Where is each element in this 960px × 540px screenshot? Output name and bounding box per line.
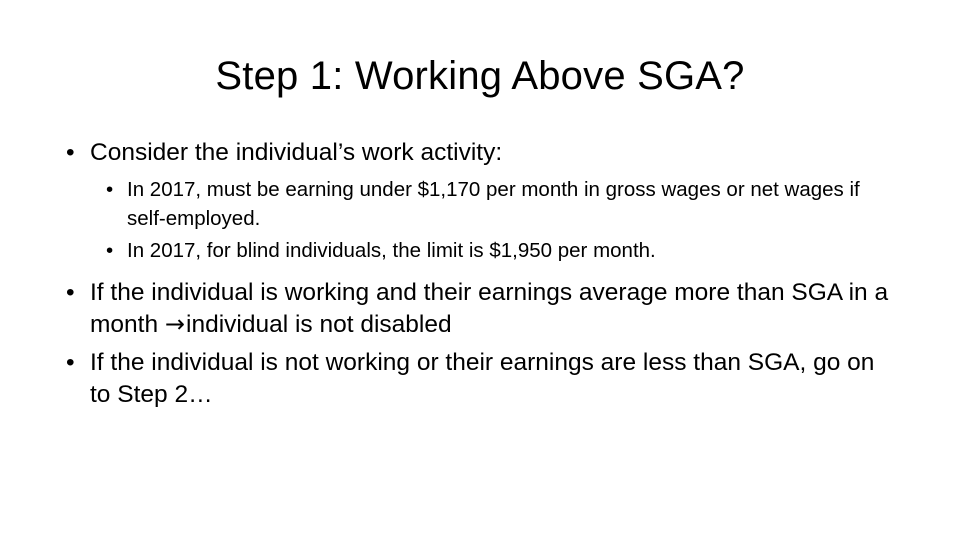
- sub-bullet-gross-wages: [106, 175, 896, 233]
- bullet-text: Consider the individual’s work activity:: [90, 139, 503, 166]
- sub-bullet-list: [106, 175, 896, 265]
- sub-bullet-blind-limit: [106, 236, 896, 265]
- slide-title: Step 1: Working Above SGA?: [215, 54, 745, 98]
- bullet-consider-work-activity: [66, 137, 896, 169]
- sub-bullet-text: In 2017, must be earning under $1,170 per month in gross wages or net wages if self-employed.: [127, 178, 860, 230]
- bullet-dot: •: [66, 139, 75, 166]
- right-arrow-icon: →: [164, 310, 186, 338]
- bullet-text-before-arrow: If the individual is working and their earnings average more than SGA in a month: [90, 279, 889, 338]
- bullet-working-above-sga: [66, 277, 896, 341]
- sub-bullet-dot: •: [106, 178, 114, 201]
- bullet-dot: •: [66, 349, 75, 376]
- bullet-text-after-arrow: individual is not disabled: [186, 311, 452, 338]
- sub-bullet-dot: •: [106, 239, 114, 262]
- slide-content: [66, 137, 896, 417]
- bullet-dot: •: [66, 279, 75, 306]
- bullet-go-to-step-2: [66, 347, 896, 411]
- sub-bullet-text: In 2017, for blind individuals, the limit is $1,950 per month.: [127, 239, 656, 262]
- bullet-text: If the individual is not working or their earnings are less than SGA, go on to Step 2…: [90, 349, 875, 408]
